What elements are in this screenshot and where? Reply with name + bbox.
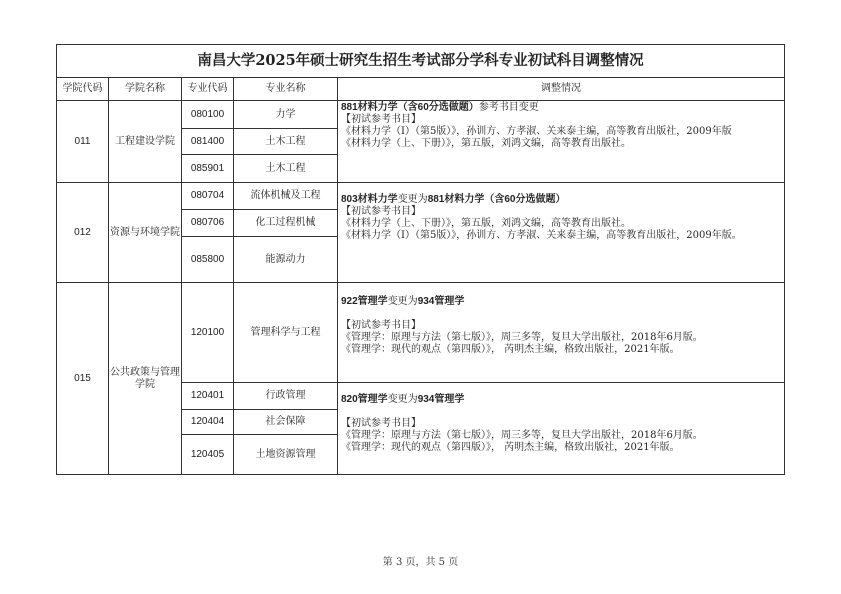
subject-line (341, 102, 784, 114)
college-code: 015 (57, 283, 109, 475)
reference-book: 《管理学：现代的观点（第四版）》， 芮明杰主编，格致出版社，2021年版。 (341, 442, 680, 453)
reference-label: 【初试参考书目】 (341, 320, 421, 331)
major-code: 085901 (182, 155, 234, 183)
subject-line (341, 194, 784, 206)
reference-book: 《材料力学（上、下册）》，第五版，刘鸿文编，高等教育出版社。 (341, 138, 631, 149)
college-code: 011 (57, 101, 109, 183)
major-code: 120404 (182, 410, 234, 435)
adjustment-detail (338, 101, 785, 183)
header-college-code: 学院代码 (57, 78, 109, 101)
adjustment-detail (338, 183, 785, 283)
college-code: 012 (57, 183, 109, 283)
header-major-code: 专业代码 (182, 78, 234, 101)
change-word: 变更为 (387, 296, 418, 307)
major-name: 管理科学与工程 (234, 283, 338, 383)
reference-book: 《管理学：原理与方法（第七版）》，周三多等，复旦大学出版社，2018年6月版。 (341, 430, 703, 441)
reference-book: 《材料力学（上、下册）》，第五版，刘鸿文编，高等教育出版社。 (341, 218, 631, 229)
from-subject: 922管理学 (341, 296, 388, 307)
major-code: 120405 (182, 435, 234, 475)
major-code: 120100 (182, 283, 234, 383)
college-name: 公共政策与管理学院 (109, 283, 182, 475)
subject-line (341, 394, 784, 406)
major-name: 能源动力 (234, 237, 338, 283)
major-name: 社会保障 (234, 410, 338, 435)
subject-name: 881材料力学（含60分选做题） (341, 102, 479, 113)
change-text: 参考书目变更 (478, 102, 539, 113)
major-code: 080706 (182, 210, 234, 237)
change-word: 变更为 (397, 194, 428, 205)
adjustment-detail (338, 383, 785, 475)
reference-label: 【初试参考书目】 (341, 114, 421, 125)
major-code: 080100 (182, 101, 234, 129)
reference-book: 《管理学：原理与方法（第七版）》，周三多等，复旦大学出版社，2018年6月版。 (341, 332, 703, 343)
major-code: 080704 (182, 183, 234, 210)
adjustment-table (56, 44, 785, 475)
major-code: 085800 (182, 237, 234, 283)
major-code: 120401 (182, 383, 234, 410)
major-name: 土木工程 (234, 155, 338, 183)
subject-line (341, 296, 784, 308)
table-row (57, 101, 785, 129)
reference-book: 《材料力学（Ⅰ）（第5版）》，孙训方、方孝淑、关来泰主编，高等教育出版社，2009年版。 (341, 230, 742, 241)
table-row (57, 183, 785, 210)
reference-book: 《材料力学（Ⅰ）（第5版）》，孙训方、方孝淑、关来泰主编，高等教育出版社，2009年版 (341, 126, 732, 137)
college-name: 工程建设学院 (109, 101, 182, 183)
major-name: 力学 (234, 101, 338, 129)
table-row (57, 283, 785, 383)
major-name: 行政管理 (234, 383, 338, 410)
header-college-name: 学院名称 (109, 78, 182, 101)
header-major-name: 专业名称 (234, 78, 338, 101)
table-header-row (57, 78, 785, 101)
major-name: 土木工程 (234, 129, 338, 155)
to-subject: 881材料力学（含60分选做题） (427, 194, 566, 205)
reference-book: 《管理学：现代的观点（第四版）》， 芮明杰主编，格致出版社，2021年版。 (341, 344, 680, 355)
to-subject: 934管理学 (417, 296, 465, 307)
reference-label: 【初试参考书目】 (341, 418, 421, 429)
major-name: 土地资源管理 (234, 435, 338, 475)
major-name: 流体机械及工程 (234, 183, 338, 210)
header-adjustment: 调整情况 (338, 78, 785, 101)
from-subject: 803材料力学 (341, 194, 398, 205)
to-subject: 934管理学 (417, 394, 465, 405)
from-subject: 820管理学 (341, 394, 388, 405)
change-word: 变更为 (387, 394, 418, 405)
reference-label: 【初试参考书目】 (341, 206, 421, 217)
major-name: 化工过程机械 (234, 210, 338, 237)
page-title: 南昌大学2025年硕士研究生招生考试部分学科专业初试科目调整情况 (57, 45, 785, 78)
major-code: 081400 (182, 129, 234, 155)
page-footer: 第 3 页，共 5 页 (382, 557, 459, 568)
adjustment-detail (338, 283, 785, 383)
college-name: 资源与环境学院 (109, 183, 182, 283)
